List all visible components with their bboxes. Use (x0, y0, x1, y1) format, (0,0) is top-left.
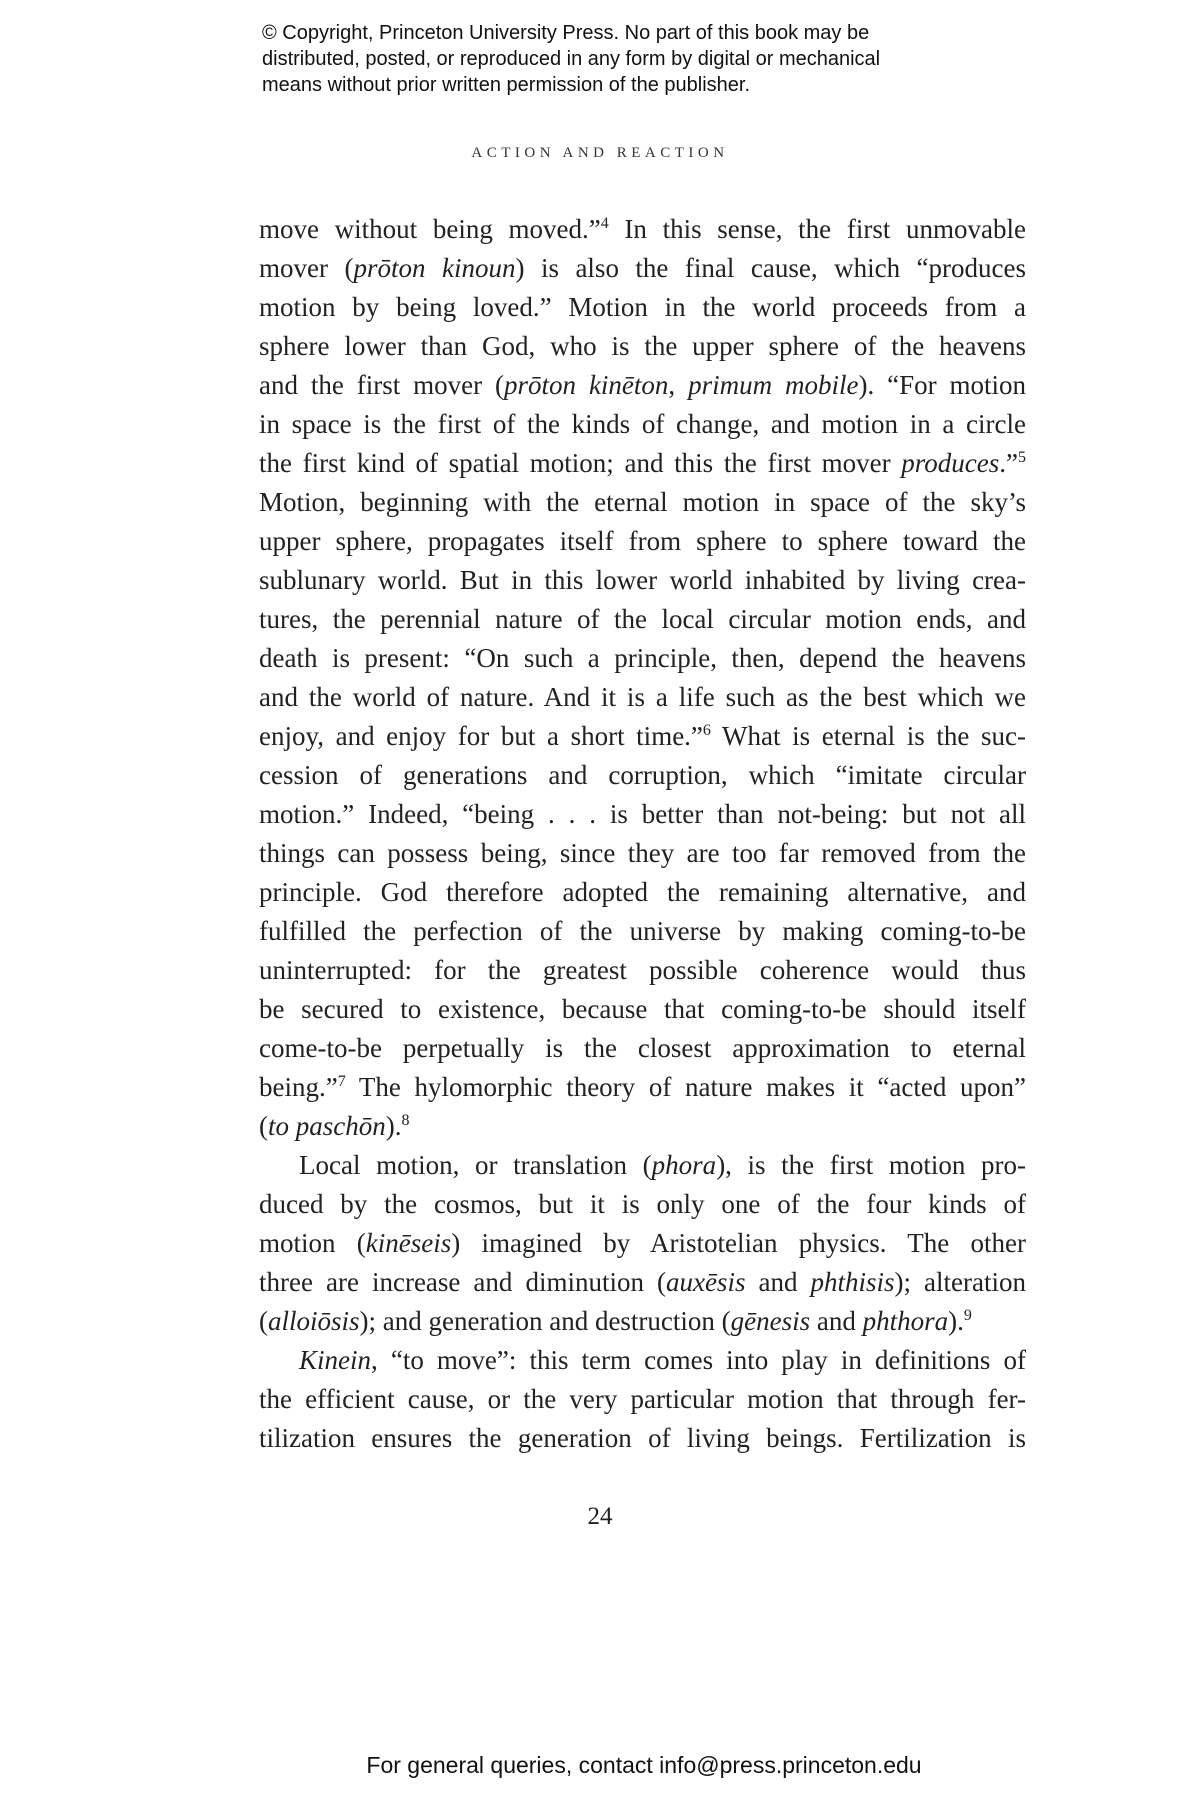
text-line: tures, the perennial nature of the local circular motion ends, and (259, 604, 1026, 634)
copyright-line: © Copyright, Princeton University Press. No part of this book may be (262, 22, 870, 44)
text-line: death is present: “On such a principle, then, depend the heavens (259, 643, 1026, 673)
text-line: the efficient cause, or the very particular motion that through fer- (259, 1384, 1026, 1414)
running-head: ACTION AND REACTION (471, 145, 729, 161)
text-line: motion (kinēseis) imagined by Aristotelian physics. The other (259, 1228, 1026, 1258)
text-line: cession of generations and corruption, which “imitate circular (259, 760, 1026, 790)
text-line: (to paschōn).$^8$ (259, 1111, 410, 1141)
text-line: be secured to existence, because that coming-to-be should itself (259, 994, 1026, 1024)
text-line: three are increase and diminution (auxēsis and phthisis); alteration (259, 1267, 1026, 1297)
text-line: tilization ensures the generation of living beings. Fertilization is (259, 1423, 1026, 1453)
text-line: enjoy, and enjoy for but a short time.”$^6$ What is eternal is the suc- (259, 721, 1026, 751)
text-line: the first kind of spatial motion; and this the first mover produces.”$^5$ (259, 448, 1026, 478)
text-line: principle. God therefore adopted the remaining alternative, and (259, 877, 1026, 907)
text-line: being.”$^7$ The hylomorphic theory of nature makes it “acted upon” (259, 1072, 1026, 1102)
text-line: motion.” Indeed, “being . . . is better than not-being: but not all (259, 799, 1026, 829)
text-line: mover (prōton kinoun) is also the final cause, which “produces (259, 253, 1027, 283)
text-line: motion by being loved.” Motion in the world proceeds from a (259, 292, 1026, 322)
page-number: 24 (587, 1503, 613, 1530)
text-line: and the world of nature. And it is a life such as the best which we (259, 682, 1026, 712)
copyright-notice (262, 20, 1002, 98)
text-line: upper sphere, propagates itself from sphere to sphere toward the (259, 526, 1026, 556)
text-line: things can possess being, since they are too far removed from the (259, 838, 1026, 868)
text-line: Local motion, or translation (phora), is the first motion pro- (299, 1150, 1027, 1180)
copyright-line: means without prior written permission of the publisher. (262, 74, 751, 96)
text-line: duced by the cosmos, but it is only one of the four kinds of (259, 1189, 1026, 1219)
text-line: Kinein, “to move”: this term comes into play in definitions of (299, 1345, 1026, 1375)
text-line: sphere lower than God, who is the upper sphere of the heavens (259, 331, 1026, 361)
text-line: fulfilled the perfection of the universe by making coming-to-be (259, 916, 1026, 946)
text-line: move without being moved.”$^4$ In this sense, the first unmovable (259, 214, 1026, 244)
body-text (259, 210, 1026, 1458)
copyright-line: distributed, posted, or reproduced in any form by digital or mechanical (262, 48, 881, 70)
text-line: in space is the first of the kinds of change, and motion in a circle (259, 409, 1026, 439)
text-line: sublunary world. But in this lower world inhabited by living crea- (259, 565, 1026, 595)
text-line: (alloiōsis); and generation and destruction (gēnesis and phthora).$^9$ (259, 1306, 972, 1336)
text-line: uninterrupted: for the greatest possible coherence would thus (259, 955, 1026, 985)
footer-contact: For general queries, contact info@press.princeton.edu (366, 1752, 922, 1778)
text-line: come-to-be perpetually is the closest approximation to eternal (259, 1033, 1026, 1063)
text-line: and the first mover (prōton kinēton, primum mobile). “For motion (259, 370, 1027, 400)
text-line: Motion, beginning with the eternal motion in space of the sky’s (259, 487, 1026, 517)
